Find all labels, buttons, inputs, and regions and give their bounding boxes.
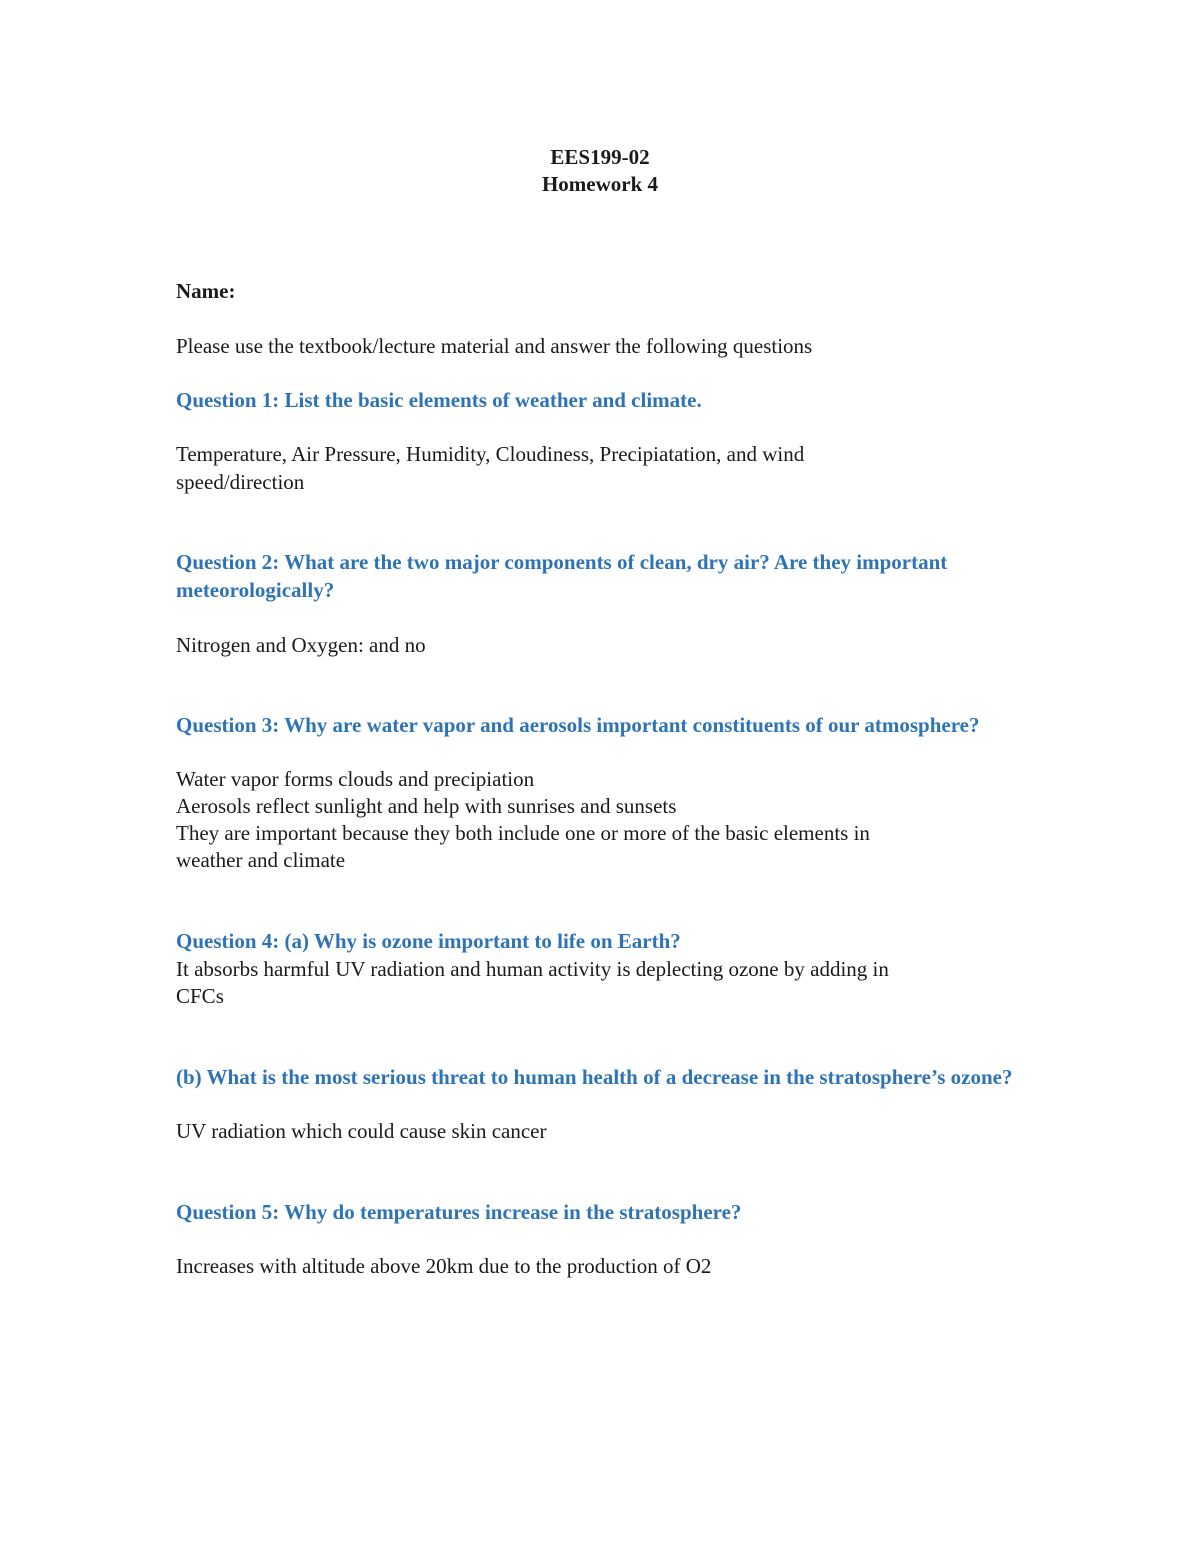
- question-1: Question 1: List the basic elements of weather and climate.: [176, 388, 702, 412]
- question-2-line-1: Question 2: What are the two major components of clean, dry air? Are they important: [176, 550, 948, 574]
- answer-3-line-1: Water vapor forms clouds and precipiation: [176, 767, 535, 791]
- answer-1-line-1: Temperature, Air Pressure, Humidity, Cloudiness, Precipiatation, and wind: [176, 442, 805, 466]
- question-5: Question 5: Why do temperatures increase in the stratosphere?: [176, 1200, 742, 1224]
- answer-1-line-2: speed/direction: [176, 470, 305, 494]
- question-2-line-2: meteorologically?: [176, 578, 335, 602]
- answer-3-line-2: Aerosols reflect sunlight and help with sunrises and sunsets: [176, 794, 677, 818]
- question-3: Question 3: Why are water vapor and aerosols important constituents of our atmosphere?: [176, 713, 980, 737]
- assignment-title: Homework 4: [541, 172, 659, 196]
- answer-2: Nitrogen and Oxygen: and no: [176, 633, 426, 657]
- answer-3-line-4: weather and climate: [176, 848, 346, 872]
- course-code: EES199-02: [550, 145, 650, 169]
- answer-5: Increases with altitude above 20km due to the production of O2: [176, 1254, 712, 1278]
- instructions: Please use the textbook/lecture material and answer the following questions: [176, 334, 813, 358]
- answer-4a-line-1: It absorbs harmful UV radiation and human activity is deplecting ozone by adding in: [176, 957, 889, 981]
- answer-4a-line-2: CFCs: [176, 984, 224, 1008]
- question-4b: (b) What is the most serious threat to human health of a decrease in the stratosphere’s ozone?: [176, 1065, 1013, 1089]
- name-label: Name:: [176, 279, 236, 303]
- question-4a: Question 4: (a) Why is ozone important to life on Earth?: [176, 929, 681, 953]
- answer-4b: UV radiation which could cause skin cancer: [176, 1119, 547, 1143]
- answer-3-line-3: They are important because they both include one or more of the basic elements in: [176, 821, 870, 845]
